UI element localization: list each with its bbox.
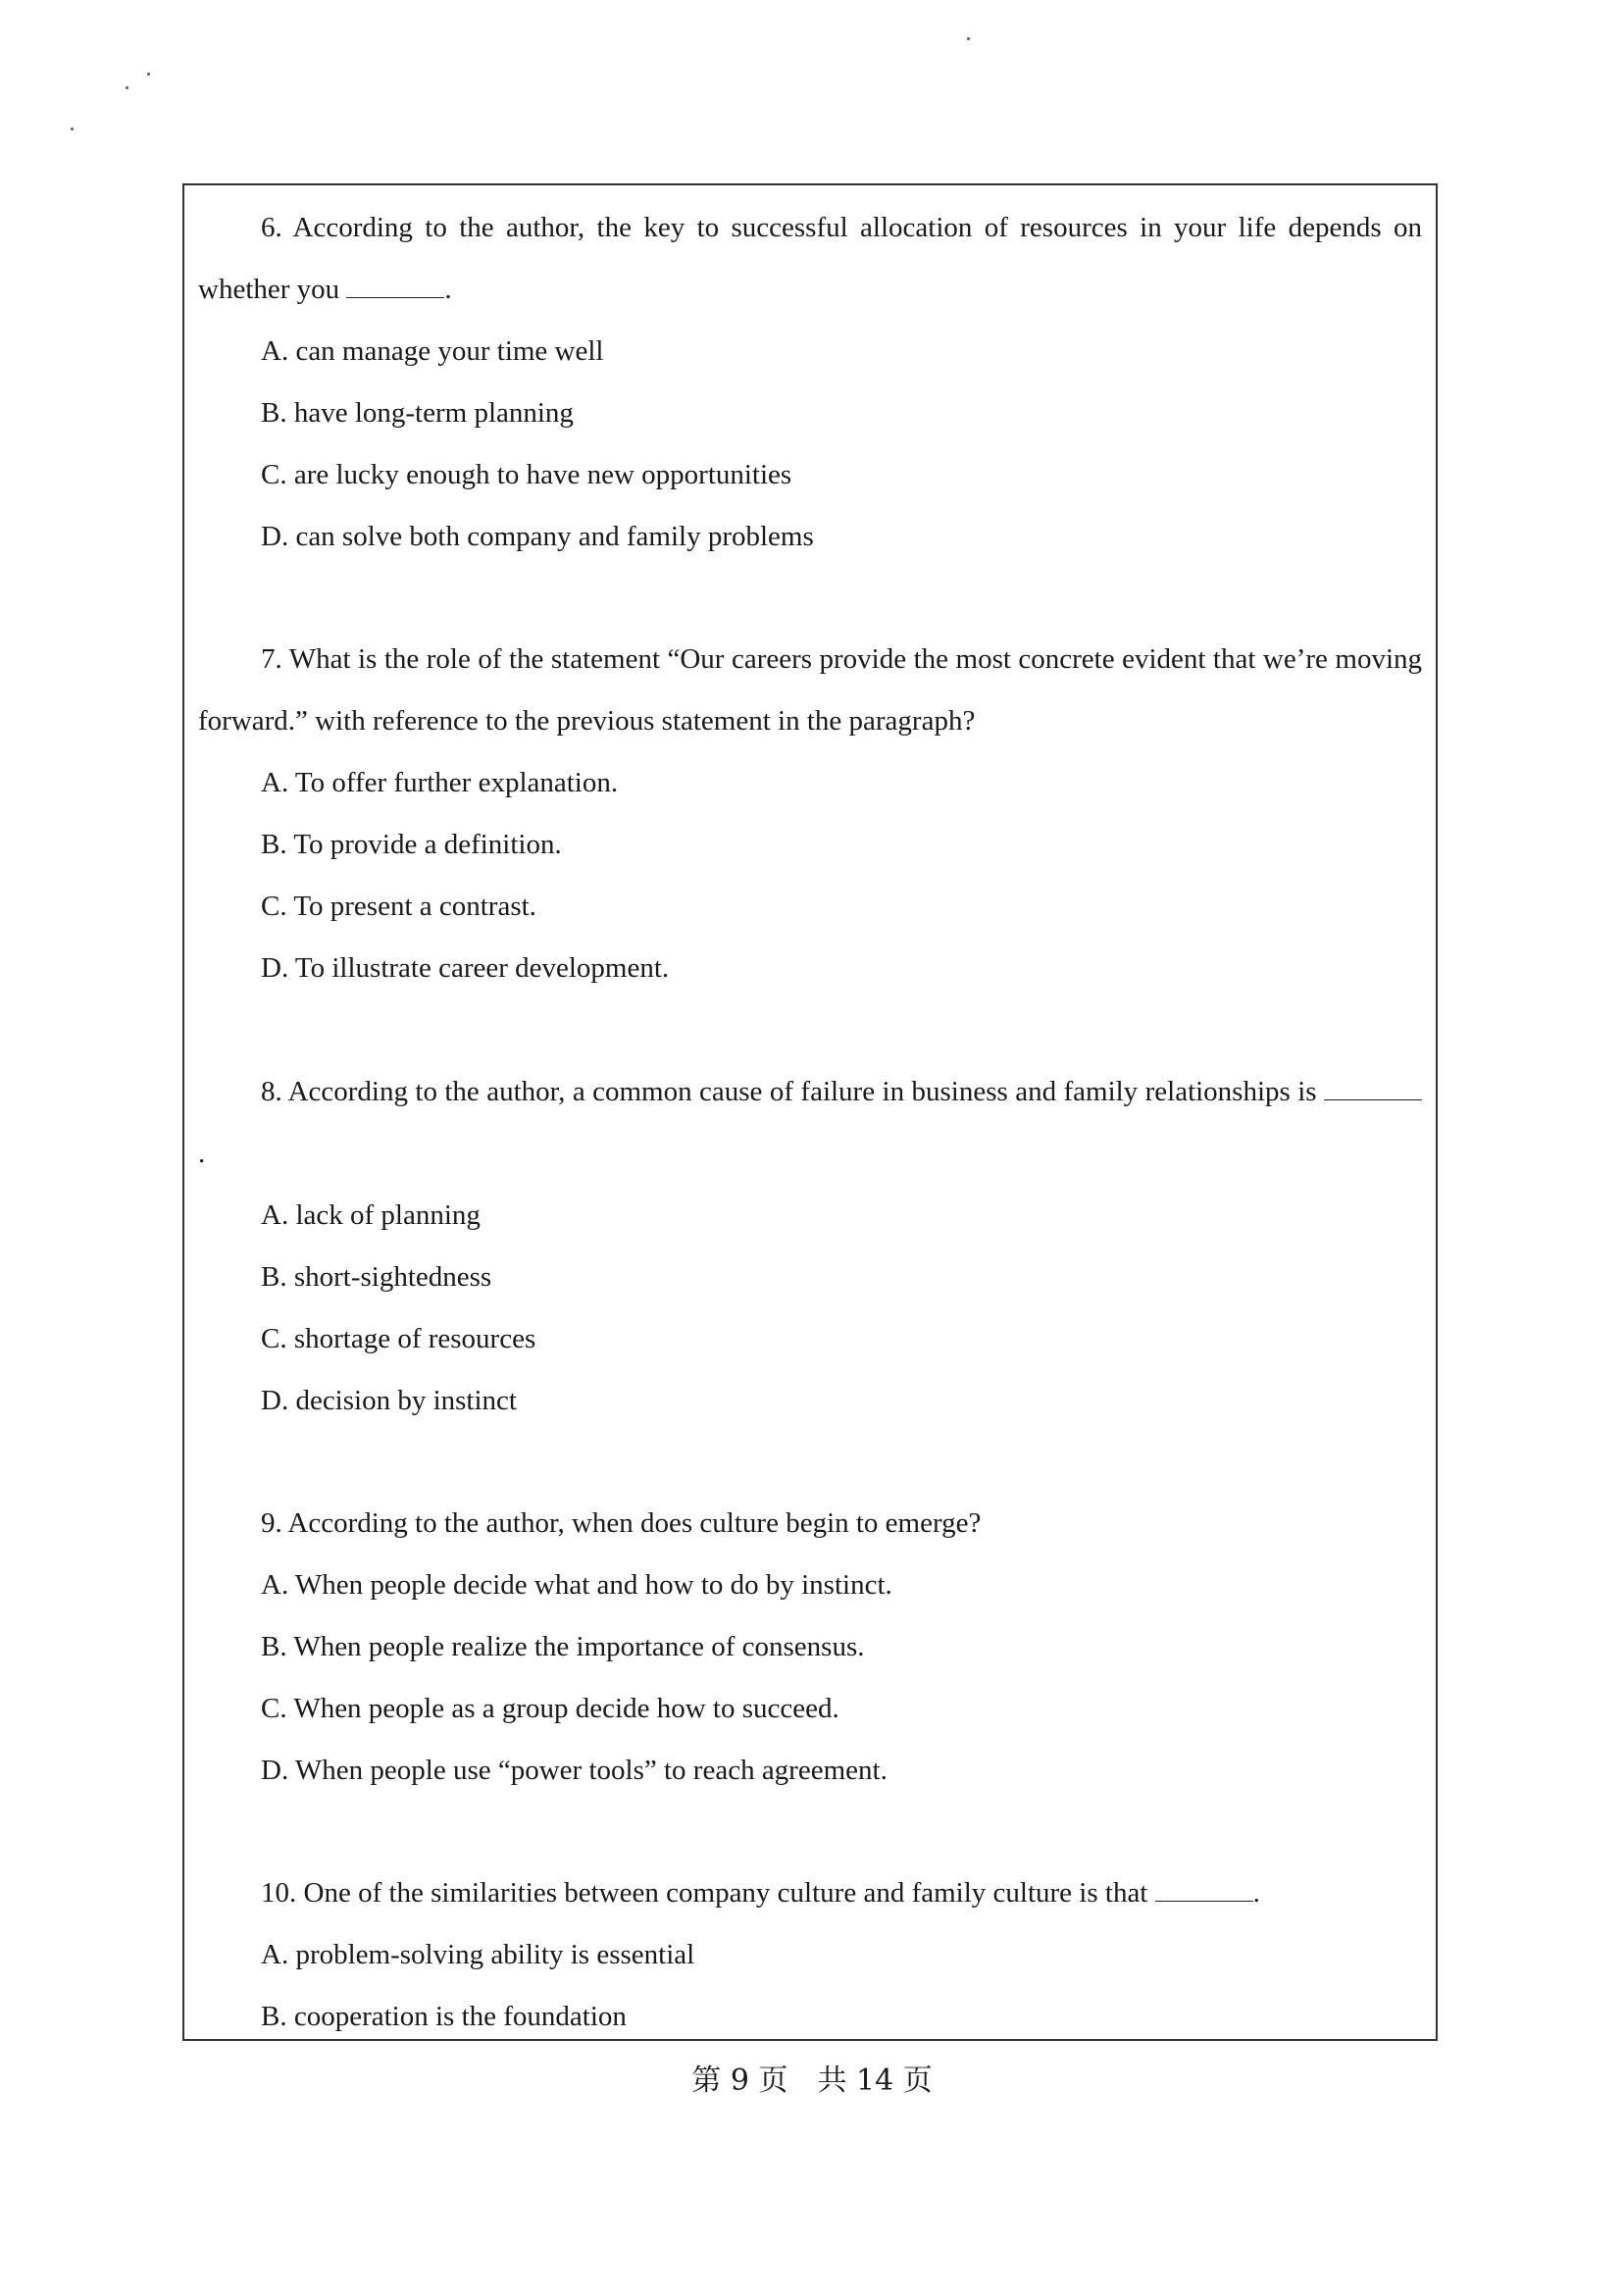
question-7-option-d: D. To illustrate career development.: [261, 952, 670, 984]
question-8: [198, 1061, 1422, 1432]
scan-speck: [71, 127, 74, 130]
page-number-footer: 第 9 页 共 14 页: [691, 2064, 933, 2098]
question-6-stem: [198, 197, 1422, 321]
question-9-option-b: B. When people realize the importance of consensus.: [261, 1631, 865, 1662]
question-9-option-d: D. When people use “power tools” to reach agreement.: [261, 1755, 888, 1786]
question-7: [198, 629, 1422, 999]
question-9: [198, 1493, 1422, 1802]
question-6-text: 6. According to the author, the key to successful allocation of resources in your life depends on whether you: [198, 212, 1422, 305]
question-10: [198, 1862, 1422, 2048]
question-10-option-b: B. cooperation is the foundation: [261, 2001, 627, 2032]
answer-blank: [1155, 1879, 1253, 1902]
question-6: [198, 197, 1422, 568]
question-8-option-b: B. short-sightedness: [261, 1261, 492, 1293]
question-6-option-d: D. can solve both company and family problems: [261, 521, 814, 552]
question-7-option-a: A. To offer further explanation.: [261, 767, 619, 798]
question-8-option-c: C. shortage of resources: [261, 1323, 536, 1354]
question-6-option-b: B. have long-term planning: [261, 397, 574, 429]
question-9-option-a: A. When people decide what and how to do by instinct.: [261, 1569, 892, 1601]
question-10-end: .: [1252, 1877, 1260, 1909]
question-6-option-a: A. can manage your time well: [261, 335, 604, 367]
question-7-option-c: C. To present a contrast.: [261, 891, 536, 922]
question-6-option-c: C. are lucky enough to have new opportunities: [261, 459, 792, 490]
exam-frame: [182, 183, 1438, 2041]
question-10-option-a: A. problem-solving ability is essential: [261, 1939, 695, 1970]
answer-blank: [346, 276, 444, 298]
question-9-stem: 9. According to the author, when does culture begin to emerge?: [261, 1507, 982, 1539]
question-10-text: 10. One of the similarities between company culture and family culture is that: [261, 1877, 1148, 1909]
answer-blank: [1324, 1078, 1422, 1100]
question-10-stem: [198, 1862, 1422, 1924]
question-6-end: .: [444, 274, 452, 305]
question-7-stem: 7. What is the role of the statement “Our careers provide the most concrete evident that we’re moving forward.” with reference to the previous statement in the paragraph?: [198, 643, 1422, 737]
scan-speck: [967, 37, 970, 40]
question-7-option-b: B. To provide a definition.: [261, 829, 562, 860]
scan-speck: [147, 73, 150, 76]
question-8-option-a: A. lack of planning: [261, 1199, 481, 1231]
question-8-end: .: [198, 1138, 206, 1169]
question-9-option-c: C. When people as a group decide how to succeed.: [261, 1693, 839, 1724]
scan-speck: [126, 86, 128, 89]
question-8-stem: [198, 1061, 1422, 1185]
question-8-text: 8. According to the author, a common cause of failure in business and family relationships is: [261, 1076, 1317, 1107]
question-8-option-d: D. decision by instinct: [261, 1385, 517, 1416]
